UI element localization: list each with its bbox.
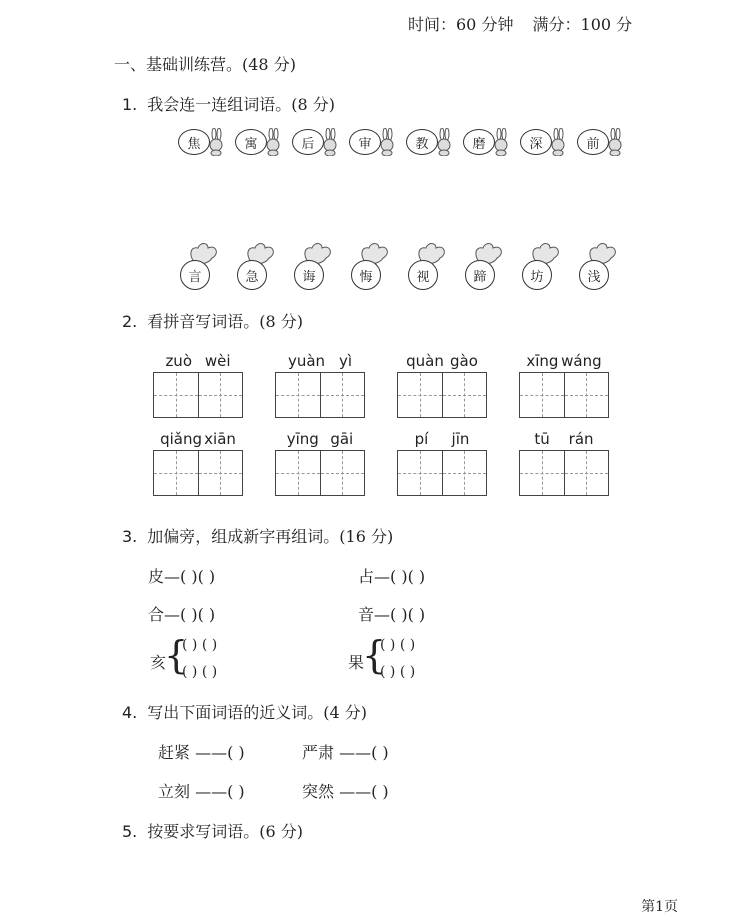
pinyin-label [153, 352, 243, 372]
grid-cell[interactable] [154, 373, 199, 417]
pinyin-label [397, 430, 487, 450]
writing-grid[interactable] [153, 450, 243, 496]
character-oval-item[interactable] [406, 128, 455, 156]
pinyin-group [275, 352, 365, 418]
writing-grid[interactable] [519, 450, 609, 496]
character-oval: 焦 [178, 129, 210, 155]
pinyin-label [397, 352, 487, 372]
paren-row: ( ) ( ) [182, 637, 218, 653]
question-number: 1. [122, 95, 138, 114]
character-circle: 悔 [351, 260, 381, 290]
pinyin-syllable: yì [338, 352, 353, 370]
character-radish-item[interactable] [406, 242, 455, 292]
character-oval: 审 [349, 129, 381, 155]
pinyin-label [275, 352, 365, 372]
writing-grid[interactable] [275, 372, 365, 418]
pinyin-group [519, 430, 609, 496]
rabbit-icon [491, 128, 511, 156]
character-oval: 寓 [235, 129, 267, 155]
grid-cell[interactable] [443, 451, 487, 495]
grid-cell[interactable] [398, 451, 443, 495]
grid-cell[interactable] [321, 373, 365, 417]
character-circle: 蹄 [465, 260, 495, 290]
rabbit-icon [605, 128, 625, 156]
grid-cell[interactable] [321, 451, 365, 495]
grid-cell[interactable] [154, 451, 199, 495]
character-oval-item[interactable] [292, 128, 341, 156]
pinyin-syllable: qiǎng [160, 430, 202, 448]
radical-char-hai: 亥 [150, 653, 167, 672]
question-text: 加偏旁，组成新字再组词。(16 分) [147, 527, 394, 546]
character-radish-item[interactable] [577, 242, 626, 292]
pinyin-group [519, 352, 609, 418]
grid-cell[interactable] [443, 373, 487, 417]
pinyin-syllable: wèi [204, 352, 231, 370]
writing-grid[interactable] [153, 372, 243, 418]
grid-cell[interactable] [520, 373, 565, 417]
grid-cell[interactable] [520, 451, 565, 495]
rabbit-icon [320, 128, 340, 156]
grid-cell[interactable] [276, 373, 321, 417]
character-radish-item[interactable] [235, 242, 284, 292]
pinyin-syllable: gāi [330, 430, 354, 448]
character-oval-item[interactable] [577, 128, 626, 156]
radical-line-1-left: 皮—( )( ) [148, 567, 216, 586]
grid-cell[interactable] [565, 373, 609, 417]
rabbit-icon [263, 128, 283, 156]
radical-line-2-left: 合—( )( ) [148, 605, 216, 624]
radical-char-guo: 果 [348, 653, 365, 672]
pinyin-label [153, 430, 243, 450]
question-number: 2. [122, 312, 138, 331]
question-number: 5. [122, 822, 138, 841]
character-oval-item[interactable] [463, 128, 512, 156]
pinyin-syllable: xiān [204, 430, 236, 448]
character-oval: 教 [406, 129, 438, 155]
pinyin-label [519, 352, 609, 372]
pinyin-syllable: rán [568, 430, 594, 448]
writing-grid[interactable] [397, 450, 487, 496]
brace-right: { [362, 633, 387, 677]
synonym-item: 突然 ——( ) [302, 782, 389, 801]
question-text: 写出下面词语的近义词。(4 分) [147, 703, 368, 722]
character-oval-item[interactable] [520, 128, 569, 156]
character-radish-item[interactable] [178, 242, 227, 292]
brace-left: { [164, 633, 189, 677]
question-4 [122, 700, 367, 723]
grid-cell[interactable] [276, 451, 321, 495]
pinyin-syllable: zuò [165, 352, 192, 370]
character-row-top [178, 128, 626, 156]
question-1 [122, 92, 335, 115]
character-oval: 前 [577, 129, 609, 155]
score-label: 满分：100 分 [532, 15, 633, 34]
synonym-item: 立刻 ——( ) [158, 782, 245, 801]
writing-grid[interactable] [519, 372, 609, 418]
pinyin-syllable: xīng [526, 352, 559, 370]
character-radish-item[interactable] [292, 242, 341, 292]
question-text: 按要求写词语。(6 分) [147, 822, 304, 841]
pinyin-syllable: quàn [406, 352, 444, 370]
rabbit-icon [206, 128, 226, 156]
pinyin-group [397, 352, 487, 418]
pinyin-group [397, 430, 487, 496]
question-5 [122, 819, 303, 842]
character-oval-item[interactable] [235, 128, 284, 156]
rabbit-icon [434, 128, 454, 156]
character-circle: 急 [237, 260, 267, 290]
pinyin-syllable: yīng [286, 430, 319, 448]
exam-header [408, 12, 646, 35]
pinyin-label [275, 430, 365, 450]
character-row-bottom [178, 242, 626, 292]
character-circle: 视 [408, 260, 438, 290]
question-number: 4. [122, 703, 138, 722]
paren-row: ( ) ( ) [380, 664, 416, 680]
pinyin-group [153, 430, 243, 496]
pinyin-syllable: yuàn [287, 352, 326, 370]
synonym-item: 赶紧 ——( ) [158, 743, 245, 762]
character-oval: 后 [292, 129, 324, 155]
grid-cell[interactable] [199, 451, 243, 495]
grid-cell[interactable] [398, 373, 443, 417]
character-circle: 言 [180, 260, 210, 290]
question-text: 我会连一连组词语。(8 分) [147, 95, 336, 114]
pinyin-syllable: jīn [451, 430, 470, 448]
page-number: 第1页 [641, 899, 678, 915]
synonym-item: 严肃 ——( ) [302, 743, 389, 762]
question-2 [122, 309, 303, 332]
paren-row: ( ) ( ) [380, 637, 416, 653]
character-circle: 浅 [579, 260, 609, 290]
character-oval-item[interactable] [349, 128, 398, 156]
character-oval-item[interactable] [178, 128, 227, 156]
character-radish-item[interactable] [520, 242, 569, 292]
pinyin-syllable: tū [534, 430, 550, 448]
radical-line-2-right: 音—( )( ) [358, 605, 426, 624]
rabbit-icon [377, 128, 397, 156]
pinyin-group [153, 352, 243, 418]
section-title: 一、基础训练营。(48 分) [114, 55, 296, 74]
writing-grid[interactable] [397, 372, 487, 418]
pinyin-group [275, 430, 365, 496]
character-radish-item[interactable] [463, 242, 512, 292]
pinyin-syllable: pí [414, 430, 429, 448]
writing-grid[interactable] [275, 450, 365, 496]
question-text: 看拼音写词语。(8 分) [147, 312, 304, 331]
grid-cell[interactable] [199, 373, 243, 417]
character-circle: 诲 [294, 260, 324, 290]
pinyin-label [519, 430, 609, 450]
pinyin-syllable: wáng [561, 352, 602, 370]
radical-line-1-right: 占—( )( ) [358, 567, 426, 586]
character-oval: 深 [520, 129, 552, 155]
rabbit-icon [548, 128, 568, 156]
grid-cell[interactable] [565, 451, 609, 495]
paren-row: ( ) ( ) [182, 664, 218, 680]
question-number: 3. [122, 527, 138, 546]
character-radish-item[interactable] [349, 242, 398, 292]
character-circle: 坊 [522, 260, 552, 290]
pinyin-syllable: gào [450, 352, 478, 370]
question-3 [122, 524, 393, 547]
character-oval: 磨 [463, 129, 495, 155]
time-label: 时间：60 分钟 [408, 15, 514, 34]
